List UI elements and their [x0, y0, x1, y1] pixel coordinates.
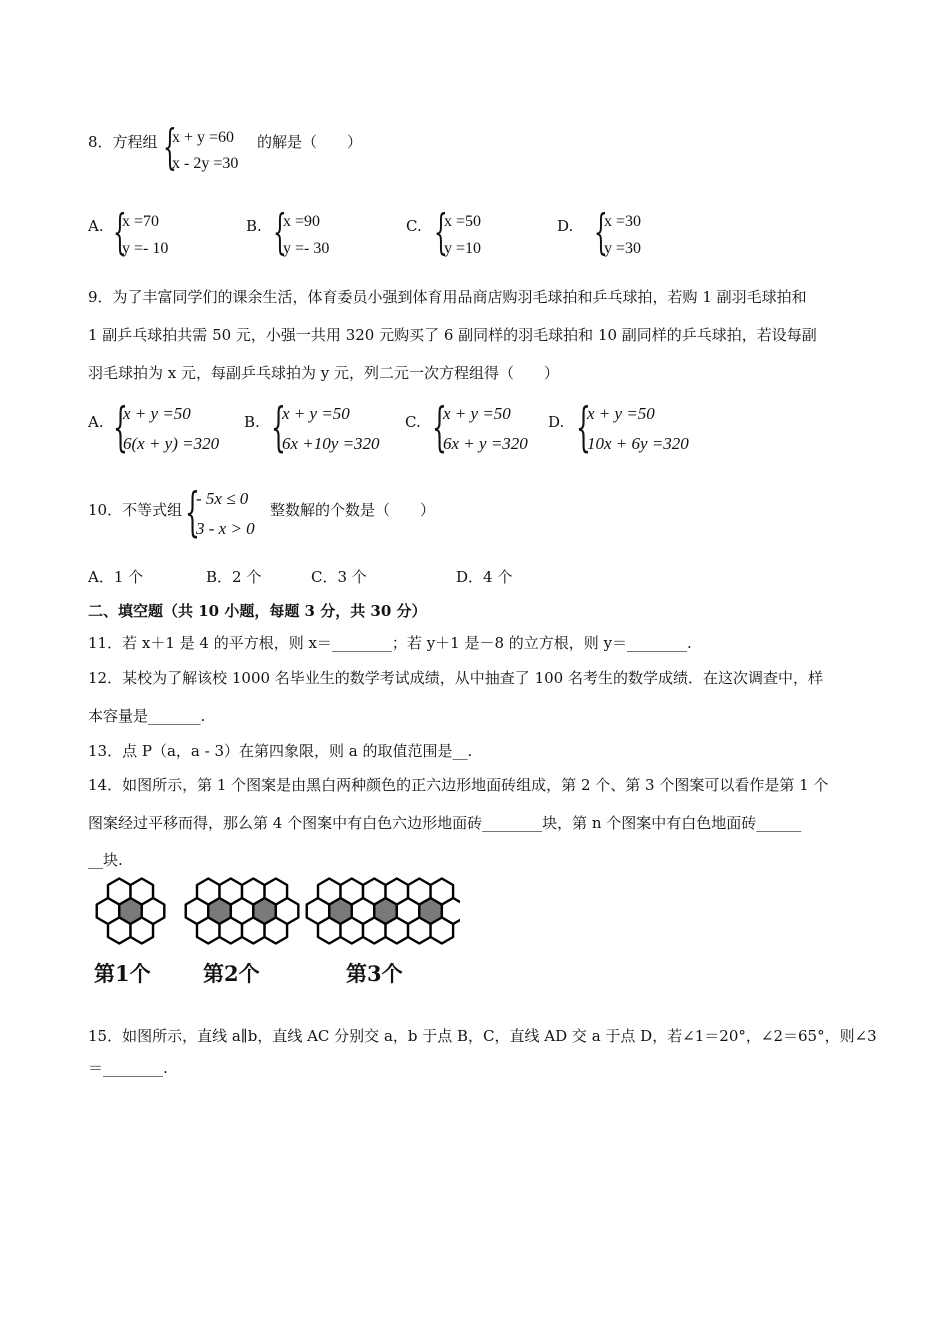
q10-inequality-1: - 5x ≤ 0	[196, 489, 249, 508]
white-hexagon-tile	[242, 879, 265, 905]
q9-option-c-eq1: x + y =50	[443, 404, 511, 423]
hexagon-pattern-2	[186, 879, 299, 944]
white-hexagon-tile	[242, 918, 265, 944]
q10-system-brace: {	[185, 483, 200, 543]
white-hexagon-tile	[220, 918, 243, 944]
q8-option-c-eq1: x =50	[444, 213, 482, 230]
q8-system-brace: {	[163, 119, 177, 175]
q9-option-a-eq2: 6(x + y) =320	[123, 434, 220, 453]
hexagon-pattern-3	[307, 879, 460, 944]
q10-option-b: B．2 个	[206, 568, 262, 586]
q8-option-a-label: A.	[88, 217, 104, 235]
q9-line-1: 9．为了丰富同学们的课余生活，体育委员小强到体育用品商店购羽毛球拍和乒乓球拍，若购 1 副羽毛球拍和	[88, 288, 807, 306]
q13-text: 13．点 P（a，a - 3）在第四象限，则 a 的取值范围是__.	[88, 742, 473, 760]
q9-option-c-label: C.	[405, 413, 421, 431]
q8-option-b-eq2: y =- 30	[283, 240, 330, 257]
q10-inequality-2: 3 - x > 0	[196, 519, 255, 538]
q14-line-2: 图案经过平移而得，那么第 4 个图案中有白色六边形地面砖________块，第 n 个图案中有白色地面砖______	[88, 814, 802, 832]
q8-equation-2: x - 2y =30	[172, 155, 239, 172]
q8-option-d-brace: {	[594, 204, 608, 260]
white-hexagon-tile	[318, 879, 341, 905]
white-hexagon-tile	[318, 918, 341, 944]
q9-option-d-eq1: x + y =50	[587, 404, 655, 423]
q10-option-c: C．3 个	[311, 568, 367, 586]
white-hexagon-tile	[108, 879, 131, 905]
white-hexagon-tile	[197, 918, 220, 944]
white-hexagon-tile	[108, 918, 131, 944]
white-hexagon-tile	[386, 918, 409, 944]
white-hexagon-tile	[386, 879, 409, 905]
white-hexagon-tile	[265, 879, 288, 905]
q8-option-b-brace: {	[273, 204, 287, 260]
hexagon-pattern-1	[97, 879, 165, 944]
q8-option-c-label: C.	[406, 217, 422, 235]
q8-option-d-label: D.	[557, 217, 574, 235]
white-hexagon-tile	[431, 879, 454, 905]
q9-option-d-brace: {	[576, 398, 591, 458]
white-hexagon-tile	[408, 918, 431, 944]
figure-label-2: 第2个	[203, 961, 260, 986]
q10-option-d: D．4 个	[456, 568, 513, 586]
q8-option-c-brace: {	[434, 204, 448, 260]
white-hexagon-tile	[197, 879, 220, 905]
white-hexagon-tile	[220, 879, 243, 905]
white-hexagon-tile	[131, 918, 154, 944]
white-hexagon-tile	[363, 879, 386, 905]
q9-option-b-brace: {	[271, 398, 286, 458]
figure-label-1: 第1个	[94, 961, 151, 986]
white-hexagon-tile	[431, 918, 454, 944]
q15-line-2: ＝________.	[88, 1059, 168, 1077]
white-hexagon-tile	[341, 918, 364, 944]
q10-stem-prefix: 10．不等式组	[88, 501, 183, 519]
q9-option-c-eq2: 6x + y =320	[443, 434, 528, 453]
white-hexagon-tile	[341, 879, 364, 905]
q9-option-b-eq2: 6x +10y =320	[282, 434, 380, 453]
q9-option-d-label: D.	[548, 413, 565, 431]
q9-option-a-label: A.	[88, 413, 104, 431]
q9-option-d-eq2: 10x + 6y =320	[587, 434, 689, 453]
q15-line-1: 15．如图所示，直线 a∥b，直线 AC 分别交 a，b 于点 B，C，直线 AD 交 a 于点 D，若∠1＝20°，∠2＝65°，则∠3	[88, 1027, 877, 1045]
q10-stem-suffix: 整数解的个数是（ ）	[270, 501, 436, 519]
q9-option-a-brace: {	[113, 398, 128, 458]
q8-stem-suffix: 的解是（ ）	[257, 133, 363, 151]
q8-option-b-eq1: x =90	[283, 213, 321, 230]
q9-option-a-eq1: x + y =50	[123, 404, 191, 423]
q12-line-2: 本容量是_______.	[88, 707, 206, 725]
q8-stem-prefix: 8．方程组	[88, 133, 158, 151]
q8-option-a-eq1: x =70	[122, 213, 160, 230]
q8-option-b-label: B.	[246, 217, 262, 235]
hexagon-pattern-figure	[80, 870, 460, 950]
q8-equation-1: x + y =60	[172, 129, 235, 146]
q9-option-b-eq1: x + y =50	[282, 404, 350, 423]
q8-option-d-eq1: x =30	[604, 213, 642, 230]
q8-option-a-brace: {	[113, 204, 127, 260]
q11-text: 11．若 x＋1 是 4 的平方根，则 x＝________；若 y＋1 是－8 的立方根，则 y＝________.	[88, 634, 692, 652]
white-hexagon-tile	[131, 879, 154, 905]
q10-option-a: A．1 个	[88, 568, 144, 586]
q12-line-1: 12．某校为了解该校 1000 名毕业生的数学考试成绩，从中抽查了 100 名考生的数学成绩．在这次调查中，样	[88, 669, 823, 687]
white-hexagon-tile	[408, 879, 431, 905]
q8-option-c-eq2: y =10	[444, 240, 482, 257]
q9-option-b-label: B.	[244, 413, 260, 431]
section-2-heading: 二、填空题（共 10 小题，每题 3 分，共 30 分）	[88, 602, 427, 620]
q14-line-1: 14．如图所示，第 1 个图案是由黑白两种颜色的正六边形地面砖组成，第 2 个、第 3 个图案可以看作是第 1 个	[88, 776, 829, 794]
white-hexagon-tile	[265, 918, 288, 944]
figure-label-3: 第3个	[346, 961, 403, 986]
q9-line-2: 1 副乒乓球拍共需 50 元，小强一共用 320 元购买了 6 副同样的羽毛球拍和 10 副同样的乒乓球拍，若设每副	[88, 326, 817, 344]
q8-option-d-eq2: y =30	[604, 240, 642, 257]
white-hexagon-tile	[363, 918, 386, 944]
q8-option-a-eq2: y =- 10	[122, 240, 169, 257]
q9-line-3: 羽毛球拍为 x 元，每副乒乓球拍为 y 元，列二元一次方程组得（ ）	[88, 364, 560, 382]
q9-option-c-brace: {	[432, 398, 447, 458]
q14-line-3: __块.	[88, 851, 123, 869]
